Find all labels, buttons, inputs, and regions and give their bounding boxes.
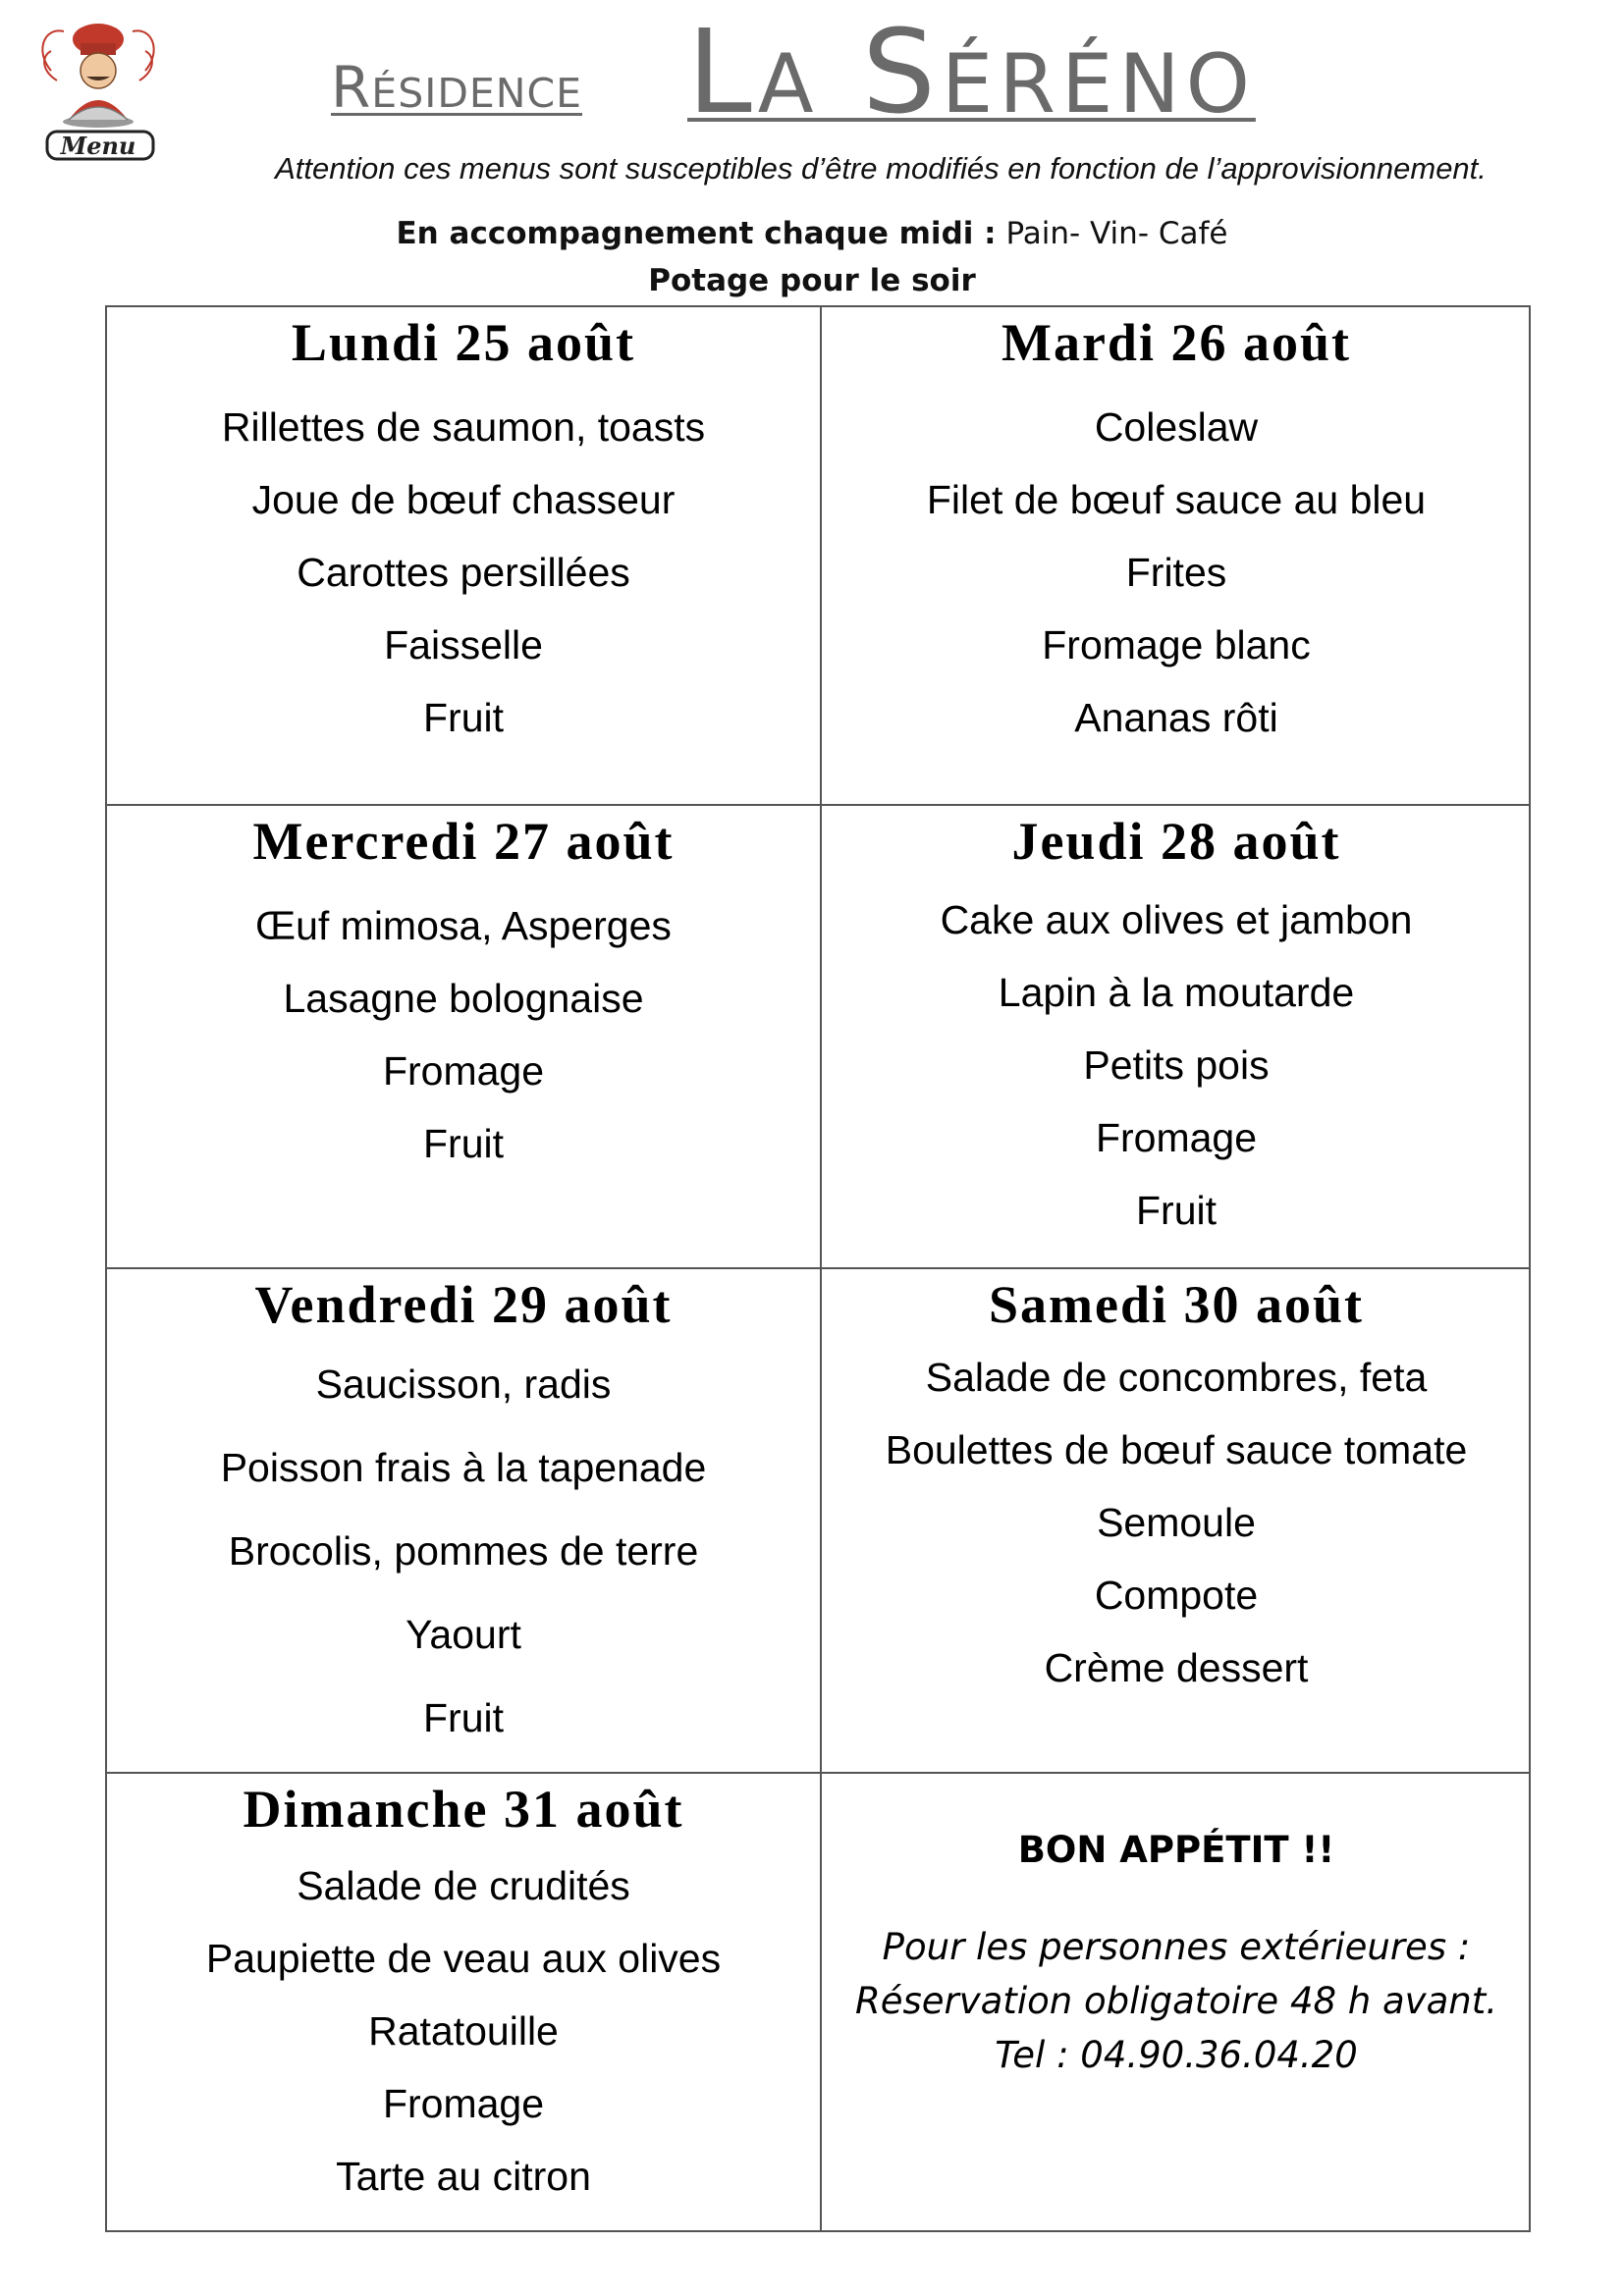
menu-item: Compote	[1094, 1572, 1259, 1618]
day-cell-tuesday	[820, 307, 1531, 804]
logo-text: Menu	[60, 132, 136, 160]
menu-item: Frites	[1125, 549, 1227, 595]
day-cell-saturday	[820, 1267, 1531, 1772]
menu-item: Faisselle	[384, 621, 543, 667]
menu-item: Fruit	[1136, 1187, 1217, 1233]
menu-item: Semoule	[1097, 1499, 1256, 1545]
menu-item: Œuf mimosa, Asperges	[255, 902, 672, 948]
menu-item: Coleslaw	[1094, 403, 1259, 450]
menu-item: Paupiette de veau aux olives	[205, 1935, 722, 1981]
day-title: Mercredi 27 août	[252, 812, 675, 871]
menu-item: Fromage	[382, 2080, 545, 2126]
day-title: Dimanche 31 août	[243, 1780, 684, 1839]
day-cell-wednesday	[107, 804, 820, 1267]
day-title: Samedi 30 août	[988, 1275, 1365, 1334]
day-title: Lundi 25 août	[291, 313, 636, 372]
bon-appetit-heading: BON APPÉTIT !!	[1017, 1829, 1335, 1871]
menu-item: Boulettes de bœuf sauce tomate	[885, 1426, 1468, 1472]
menu-item: Crème dessert	[1044, 1644, 1309, 1690]
day-cell-friday	[107, 1267, 820, 1772]
weekly-menu-grid	[105, 305, 1531, 2232]
chef-menu-logo	[29, 12, 167, 169]
menu-item: Fruit	[423, 694, 504, 740]
menu-item: Saucisson, radis	[315, 1361, 612, 1407]
closing-note-cell	[820, 1772, 1531, 2230]
menu-item: Poisson frais à la tapenade	[220, 1444, 707, 1490]
menu-item: Salade de crudités	[297, 1862, 630, 1908]
menu-item: Fruit	[423, 1694, 504, 1740]
menu-item: Tarte au citron	[336, 2153, 591, 2199]
accompaniment-label: En accompagnement chaque midi :	[396, 216, 997, 251]
menu-item: Rillettes de saumon, toasts	[221, 403, 706, 450]
day-title: Vendredi 29 août	[254, 1275, 673, 1334]
menu-item: Ananas rôti	[1074, 694, 1278, 740]
accompaniment-value: Pain- Vin- Café	[1005, 216, 1228, 251]
menu-item: Ratatouille	[368, 2007, 559, 2054]
external-guests-line: Pour les personnes extérieures :	[882, 1926, 1471, 1968]
residence-name-title: La Séréno	[687, 4, 1256, 139]
header-residence: Résidence	[331, 54, 583, 121]
menu-item: Fromage	[382, 1047, 545, 1094]
reservation-notice: Réservation obligatoire 48 h avant.	[855, 1980, 1497, 2022]
day-title: Jeudi 28 août	[1011, 812, 1341, 871]
menu-item: Petits pois	[1083, 1041, 1270, 1088]
menu-item: Fromage blanc	[1042, 621, 1311, 667]
menu-item: Lasagne bolognaise	[283, 975, 644, 1021]
menu-item: Brocolis, pommes de terre	[228, 1527, 699, 1574]
menu-item: Fruit	[423, 1120, 504, 1166]
day-cell-sunday	[107, 1772, 820, 2230]
evening-soup-note: Potage pour le soir	[648, 263, 976, 298]
day-cell-thursday	[820, 804, 1531, 1267]
menu-item: Yaourt	[406, 1611, 521, 1657]
day-title: Mardi 26 août	[1001, 313, 1351, 372]
supply-disclaimer: Attention ces menus sont susceptibles d’être modifiés en fonction de l’approvisionnement.	[275, 151, 1487, 186]
day-cell-monday	[107, 307, 820, 804]
menu-item: Salade de concombres, feta	[925, 1354, 1428, 1400]
menu-item: Cake aux olives et jambon	[940, 896, 1413, 942]
menu-item: Filet de bœuf sauce au bleu	[926, 476, 1427, 522]
phone-number: Tel : 04.90.36.04.20	[995, 2034, 1358, 2076]
menu-item: Lapin à la moutarde	[998, 969, 1355, 1015]
accompaniment-line	[0, 216, 1624, 251]
menu-item: Joue de bœuf chasseur	[251, 476, 676, 522]
menu-item: Carottes persillées	[297, 549, 630, 595]
menu-item: Fromage	[1095, 1114, 1258, 1160]
